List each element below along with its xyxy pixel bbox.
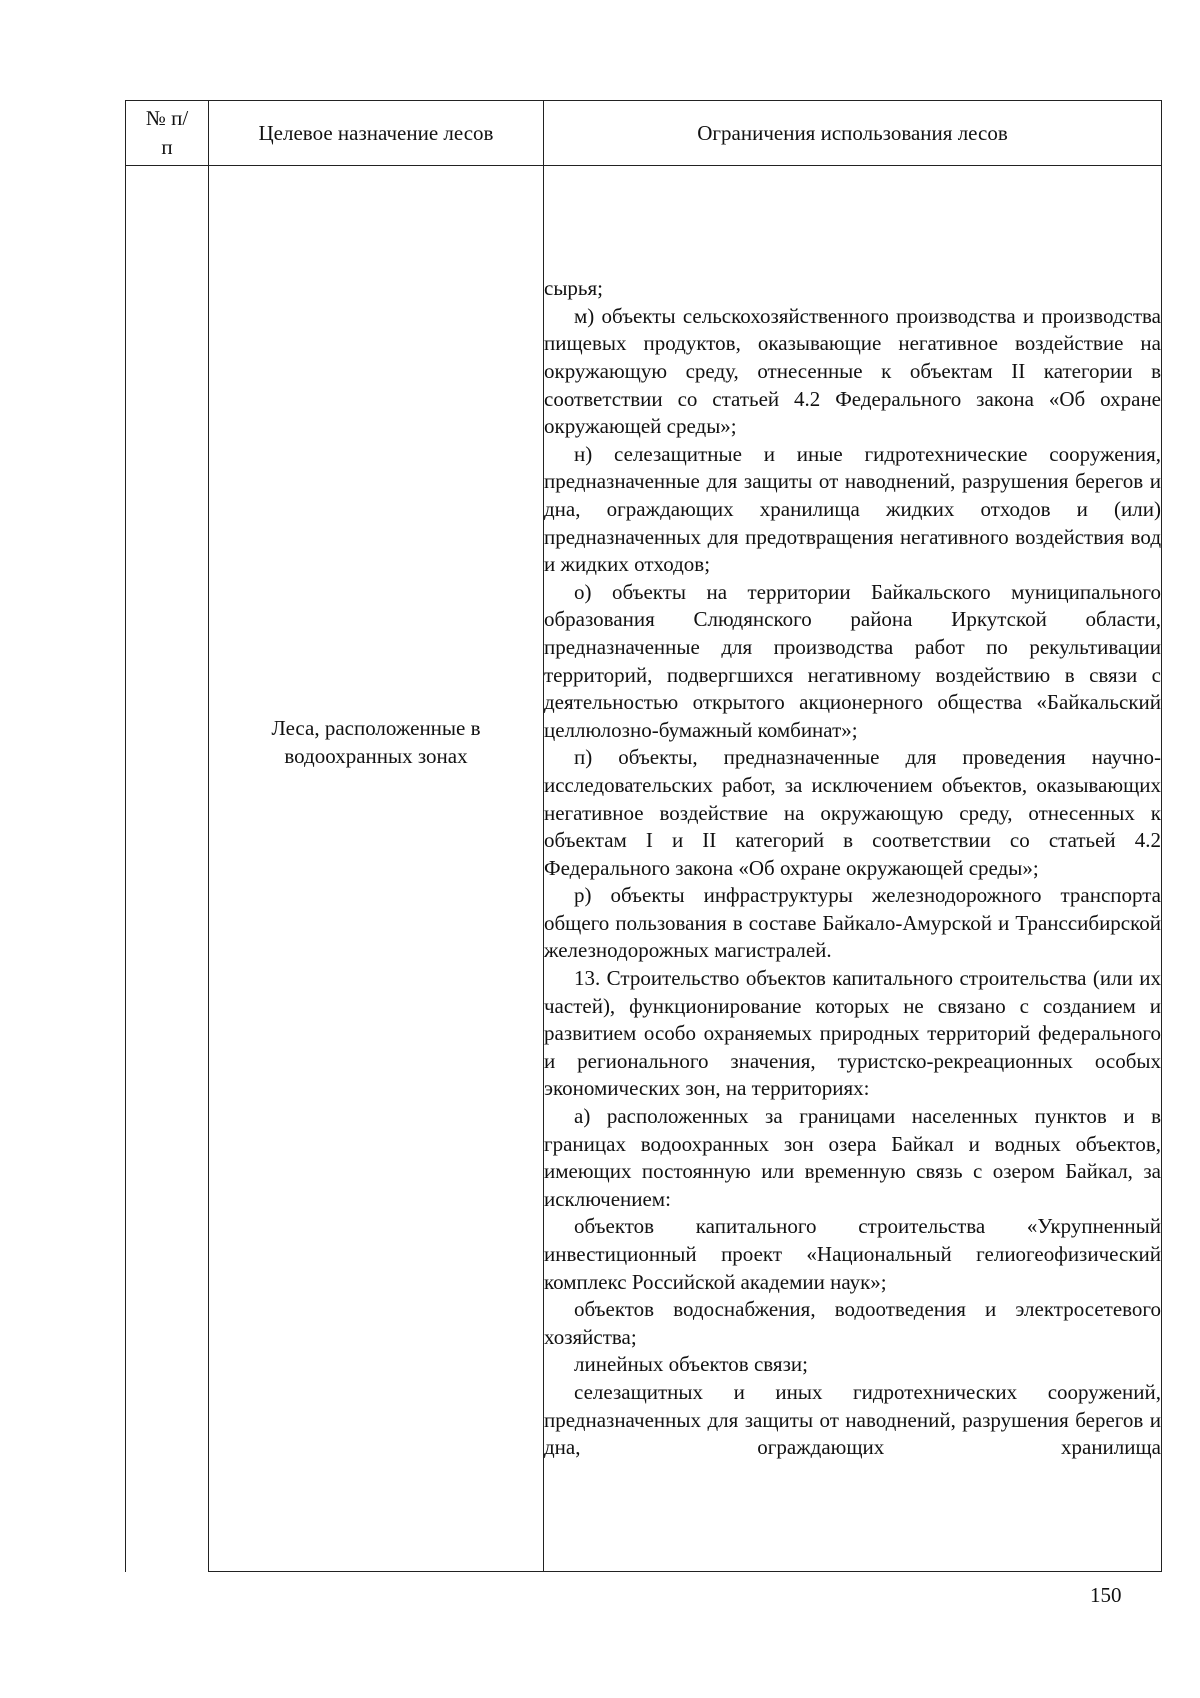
limits-paragraph: объектов капитального строительства «Укрупненный инвестиционный проект «Национальный гелиогеофизический комплекс Российской академии наук»; [544,1214,1161,1294]
header-limits: Ограничения использования лесов [544,101,1162,166]
restrictions-table [125,100,1162,1572]
limits-paragraph: м) объекты сельскохозяйственного производства и производства пищевых продуктов, оказывающие негативное воздействие на окружающую среду, отнесенные к объектам II категории в соответствии со статьей 4.2 Федерального закона «Об охране окружающей среды»; [544,303,1161,439]
row-purpose-text: Леса, расположенные в водоохранных зонах [271,715,481,768]
limits-paragraph: сырья; [544,276,604,301]
page-number: 150 [1090,1583,1122,1607]
row-limits-cell [544,166,1162,1572]
header-purpose: Целевое назначение лесов [209,101,544,166]
limits-paragraph: селезащитных и иных гидротехнических сооружений, предназначенных для защиты от наводнений, разрушения берегов и дна, ограждающих хранилища [544,1379,1161,1460]
limits-paragraph: объектов водоснабжения, водоотведения и электросетевого хозяйства; [544,1297,1161,1349]
row-number-cell [126,166,209,1572]
row-purpose-cell [209,166,544,1572]
limits-paragraph: н) селезащитные и иные гидротехнические сооружения, предназначенные для защиты от наводнений, разрушения берегов и дна, ограждающих хранилища жидких отходов и (или) предназначенных для предотвращения негативного воздействия вод и жидких отходов; [544,441,1161,577]
limits-paragraph: п) объекты, предназначенные для проведения научно-исследовательских работ, за исключением объектов, оказывающих негативное воздействие на окружающую среду, отнесенных к объектам I и II категорий в соответствии со статьей 4.2 Федерального закона «Об охране окружающей среды»; [544,745,1161,880]
limits-paragraph: линейных объектов связи; [574,1352,808,1377]
header-number: № п/п [126,101,209,166]
limits-paragraph: р) объекты инфраструктуры железнодорожного транспорта общего пользования в составе Байкало-Амурской и Транссибирской железнодорожных магистралей. [544,883,1161,963]
table-header-row [126,101,1162,166]
table-row [126,166,1162,1572]
limits-paragraph: а) расположенных за границами населенных пунктов и в границах водоохранных зон озера Байкал и водных объектов, имеющих постоянную или временную связь с озером Байкал, за исключением: [544,1104,1161,1211]
limits-paragraph: о) объекты на территории Байкальского муниципального образования Слюдянского района Иркутской области, предназначенные для производства работ по рекультивации территорий, подвергшихся негативному воздействию в связи с деятельностью открытого акционерного общества «Байкальский целлюлозно-бумажный комбинат»; [544,579,1161,742]
limits-paragraph: 13. Строительство объектов капитального строительства (или их частей), функционирование которых не связано с созданием и развитием особо охраняемых природных территорий федерального и регионального значения, туристско-рекреационных особых экономических зон, на территориях: [544,966,1161,1101]
